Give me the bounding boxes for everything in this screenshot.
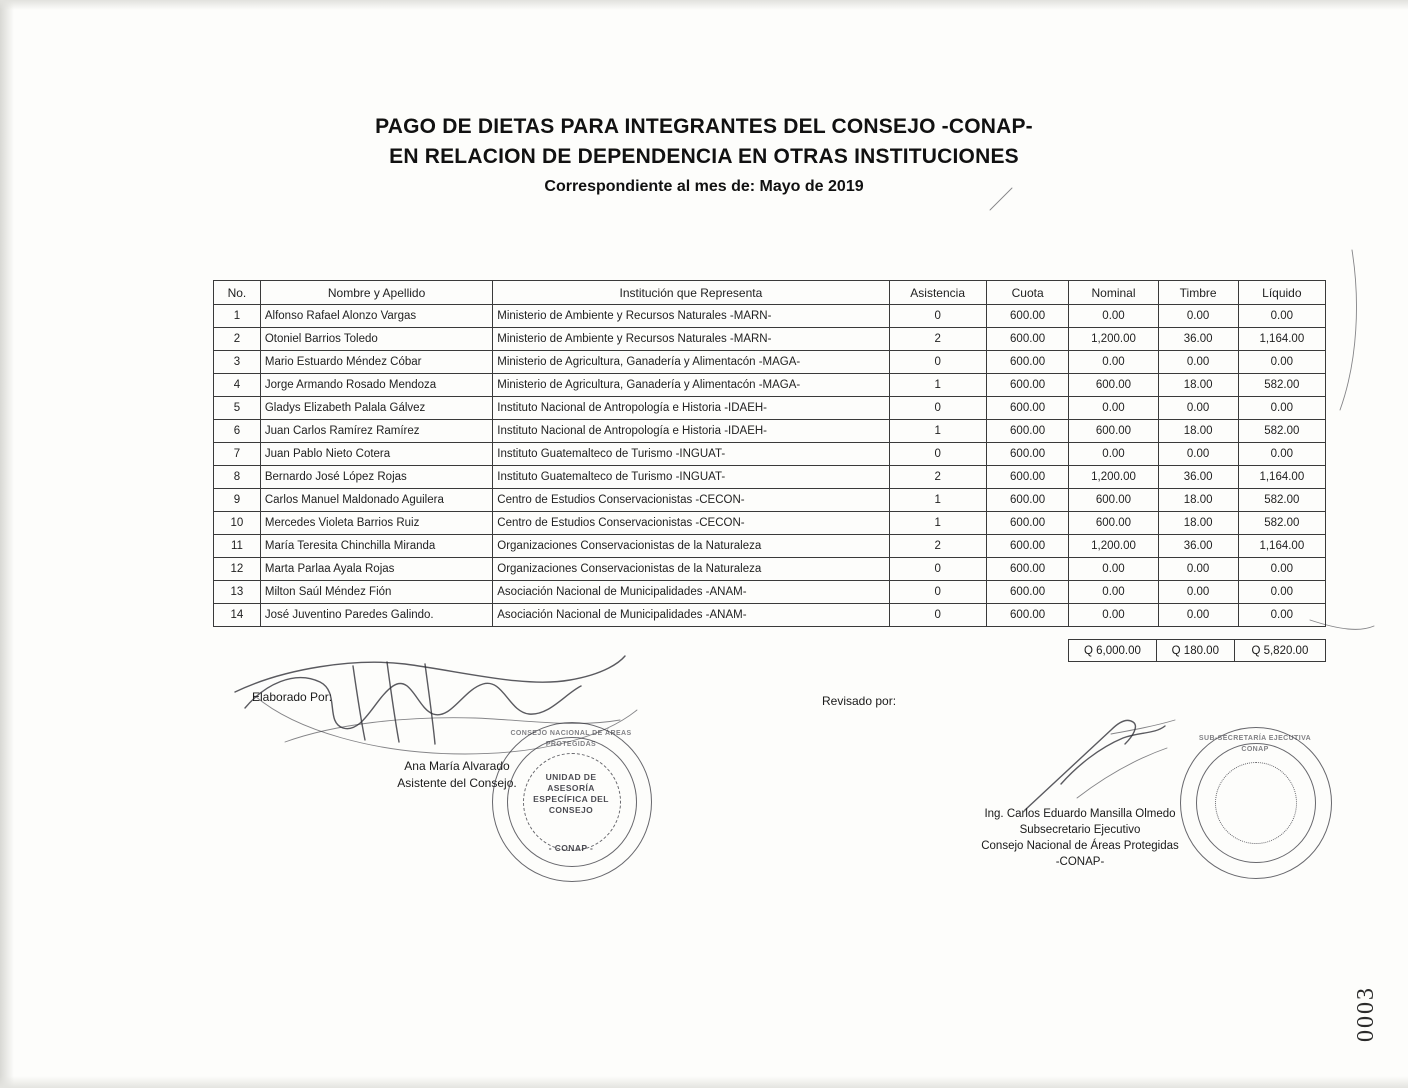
cell-institution: Ministerio de Agricultura, Ganadería y Alimentacón -MAGA- bbox=[493, 374, 889, 397]
table-header-row bbox=[214, 281, 1326, 305]
cell-nominal: 0.00 bbox=[1069, 443, 1158, 466]
table-row bbox=[214, 535, 1326, 558]
cell-institution: Centro de Estudios Conservacionistas -CECON- bbox=[493, 512, 889, 535]
table-row bbox=[214, 328, 1326, 351]
cell-institution: Centro de Estudios Conservacionistas -CECON- bbox=[493, 489, 889, 512]
scan-edge-top bbox=[0, 0, 1408, 10]
cell-asistencia: 2 bbox=[889, 466, 986, 489]
scan-edge-bottom bbox=[0, 1076, 1408, 1088]
cell-liquido: 582.00 bbox=[1238, 489, 1325, 512]
prepared-by-block bbox=[252, 690, 517, 790]
seal-conap-left-inner bbox=[507, 737, 637, 867]
cell-cuota: 600.00 bbox=[986, 328, 1069, 351]
cell-name: María Teresita Chinchilla Miranda bbox=[260, 535, 492, 558]
cell-timbre: 0.00 bbox=[1158, 351, 1238, 374]
cell-institution: Instituto Nacional de Antropología e Historia -IDAEH- bbox=[493, 397, 889, 420]
cell-name: Alfonso Rafael Alonzo Vargas bbox=[260, 305, 492, 328]
column-header-no: No. bbox=[214, 281, 261, 305]
cell-timbre: 18.00 bbox=[1158, 489, 1238, 512]
cell-timbre: 36.00 bbox=[1158, 328, 1238, 351]
cell-cuota: 600.00 bbox=[986, 581, 1069, 604]
cell-institution: Asociación Nacional de Municipalidades -ANAM- bbox=[493, 604, 889, 627]
cell-nominal: 600.00 bbox=[1069, 512, 1158, 535]
cell-liquido: 0.00 bbox=[1238, 558, 1325, 581]
cell-liquido: 0.00 bbox=[1238, 397, 1325, 420]
cell-name: Otoniel Barrios Toledo bbox=[260, 328, 492, 351]
cell-liquido: 582.00 bbox=[1238, 374, 1325, 397]
cell-name: Bernardo José López Rojas bbox=[260, 466, 492, 489]
cell-timbre: 18.00 bbox=[1158, 420, 1238, 443]
cell-cuota: 600.00 bbox=[986, 489, 1069, 512]
period-label: Correspondiente al mes de: Mayo de 2019 bbox=[544, 178, 864, 195]
cell-asistencia: 2 bbox=[889, 328, 986, 351]
cell-timbre: 0.00 bbox=[1158, 604, 1238, 627]
cell-name: Juan Pablo Nieto Cotera bbox=[260, 443, 492, 466]
table-row bbox=[214, 351, 1326, 374]
cell-asistencia: 0 bbox=[889, 397, 986, 420]
cell-cuota: 600.00 bbox=[986, 535, 1069, 558]
cell-liquido: 1,164.00 bbox=[1238, 328, 1325, 351]
cell-timbre: 0.00 bbox=[1158, 305, 1238, 328]
page-title-line1: PAGO DE DIETAS PARA INTEGRANTES DEL CONSEJO -CONAP- bbox=[375, 115, 1033, 138]
cell-nominal: 1,200.00 bbox=[1069, 535, 1158, 558]
cell-cuota: 600.00 bbox=[986, 512, 1069, 535]
cell-no: 11 bbox=[214, 535, 261, 558]
table-row bbox=[214, 558, 1326, 581]
cell-nominal: 0.00 bbox=[1069, 397, 1158, 420]
cell-cuota: 600.00 bbox=[986, 558, 1069, 581]
cell-no: 12 bbox=[214, 558, 261, 581]
cell-name: Mercedes Violeta Barrios Ruiz bbox=[260, 512, 492, 535]
cell-no: 3 bbox=[214, 351, 261, 374]
folio-number: 0003 bbox=[1353, 986, 1379, 1042]
cell-cuota: 600.00 bbox=[986, 466, 1069, 489]
seal-conap-right-text: SUB-SECRETARÍA EJECUTIVA CONAP bbox=[1198, 735, 1312, 753]
reviewed-by-role: Subsecretario Ejecutivo bbox=[1019, 824, 1141, 836]
cell-asistencia: 0 bbox=[889, 305, 986, 328]
cell-nominal: 0.00 bbox=[1069, 351, 1158, 374]
page-title-line2: EN RELACION DE DEPENDENCIA EN OTRAS INSTITUCIONES bbox=[389, 145, 1019, 168]
column-header-name: Nombre y Apellido bbox=[260, 281, 492, 305]
cell-asistencia: 1 bbox=[889, 374, 986, 397]
cell-name: Jorge Armando Rosado Mendoza bbox=[260, 374, 492, 397]
table-row bbox=[214, 581, 1326, 604]
cell-name: Mario Estuardo Méndez Cóbar bbox=[260, 351, 492, 374]
cell-institution: Ministerio de Agricultura, Ganadería y Alimentacón -MAGA- bbox=[493, 351, 889, 374]
cell-cuota: 600.00 bbox=[986, 351, 1069, 374]
table-row bbox=[214, 374, 1326, 397]
cell-timbre: 18.00 bbox=[1158, 512, 1238, 535]
table-row bbox=[214, 604, 1326, 627]
cell-liquido: 0.00 bbox=[1238, 604, 1325, 627]
cell-nominal: 0.00 bbox=[1069, 558, 1158, 581]
prepared-by-role: Asistente del Consejo. bbox=[397, 776, 517, 790]
cell-no: 14 bbox=[214, 604, 261, 627]
table-row bbox=[214, 512, 1326, 535]
prepared-by-label: Elaborado Por: bbox=[252, 690, 333, 704]
cell-asistencia: 0 bbox=[889, 443, 986, 466]
cell-no: 13 bbox=[214, 581, 261, 604]
dietas-table bbox=[213, 280, 1326, 627]
total-nominal: Q 6,000.00 bbox=[1069, 640, 1157, 662]
column-header-institution: Institución que Representa bbox=[493, 281, 889, 305]
seal-conap-left-bottom-text: - CONAP - bbox=[548, 843, 594, 853]
cell-asistencia: 0 bbox=[889, 604, 986, 627]
cell-institution: Ministerio de Ambiente y Recursos Naturales -MARN- bbox=[493, 305, 889, 328]
cell-institution: Instituto Guatemalteco de Turismo -INGUAT- bbox=[493, 466, 889, 489]
reviewed-by-name: Ing. Carlos Eduardo Mansilla Olmedo bbox=[984, 808, 1176, 820]
cell-liquido: 582.00 bbox=[1238, 420, 1325, 443]
document-title-block bbox=[0, 112, 1408, 196]
cell-cuota: 600.00 bbox=[986, 443, 1069, 466]
cell-no: 1 bbox=[214, 305, 261, 328]
cell-asistencia: 0 bbox=[889, 351, 986, 374]
cell-nominal: 1,200.00 bbox=[1069, 466, 1158, 489]
cell-name: José Juventino Paredes Galindo. bbox=[260, 604, 492, 627]
cell-timbre: 0.00 bbox=[1158, 443, 1238, 466]
cell-asistencia: 0 bbox=[889, 581, 986, 604]
total-timbre: Q 180.00 bbox=[1156, 640, 1234, 662]
cell-liquido: 0.00 bbox=[1238, 305, 1325, 328]
cell-institution: Asociación Nacional de Municipalidades -ANAM- bbox=[493, 581, 889, 604]
cell-no: 6 bbox=[214, 420, 261, 443]
cell-timbre: 0.00 bbox=[1158, 397, 1238, 420]
cell-cuota: 600.00 bbox=[986, 397, 1069, 420]
table-row bbox=[214, 397, 1326, 420]
cell-timbre: 36.00 bbox=[1158, 466, 1238, 489]
cell-liquido: 0.00 bbox=[1238, 443, 1325, 466]
cell-nominal: 1,200.00 bbox=[1069, 328, 1158, 351]
cell-liquido: 1,164.00 bbox=[1238, 535, 1325, 558]
cell-name: Carlos Manuel Maldonado Aguilera bbox=[260, 489, 492, 512]
seal-conap-left-inner-text: UNIDAD DE ASESORÍA ESPECÍFICA DEL CONSEJO bbox=[533, 772, 609, 815]
cell-nominal: 600.00 bbox=[1069, 374, 1158, 397]
column-header-liquido: Líquido bbox=[1238, 281, 1325, 305]
cell-name: Gladys Elizabeth Palala Gálvez bbox=[260, 397, 492, 420]
cell-liquido: 1,164.00 bbox=[1238, 466, 1325, 489]
table-row bbox=[214, 466, 1326, 489]
cell-no: 8 bbox=[214, 466, 261, 489]
total-liquido: Q 5,820.00 bbox=[1234, 640, 1325, 662]
cell-no: 9 bbox=[214, 489, 261, 512]
prepared-by-name-block bbox=[342, 758, 572, 792]
cell-institution: Instituto Guatemalteco de Turismo -INGUAT- bbox=[493, 443, 889, 466]
table-row bbox=[214, 420, 1326, 443]
column-header-timbre: Timbre bbox=[1158, 281, 1238, 305]
cell-institution: Organizaciones Conservacionistas de la Naturaleza bbox=[493, 535, 889, 558]
cell-asistencia: 1 bbox=[889, 489, 986, 512]
cell-no: 10 bbox=[214, 512, 261, 535]
reviewed-by-block bbox=[930, 806, 1230, 870]
cell-nominal: 0.00 bbox=[1069, 581, 1158, 604]
cell-timbre: 18.00 bbox=[1158, 374, 1238, 397]
seal-conap-left-outer-text: CONSEJO NACIONAL DE ÁREAS PROTEGIDAS bbox=[510, 730, 632, 748]
cell-liquido: 582.00 bbox=[1238, 512, 1325, 535]
cell-no: 2 bbox=[214, 328, 261, 351]
cell-name: Marta Parlaa Ayala Rojas bbox=[260, 558, 492, 581]
seal-conap-left bbox=[492, 722, 652, 882]
cell-no: 5 bbox=[214, 397, 261, 420]
cell-cuota: 600.00 bbox=[986, 420, 1069, 443]
totals-row bbox=[1068, 639, 1326, 662]
cell-institution: Instituto Nacional de Antropología e Historia -IDAEH- bbox=[493, 420, 889, 443]
table-row bbox=[214, 305, 1326, 328]
cell-nominal: 0.00 bbox=[1069, 604, 1158, 627]
cell-timbre: 0.00 bbox=[1158, 558, 1238, 581]
cell-asistencia: 1 bbox=[889, 512, 986, 535]
cell-institution: Ministerio de Ambiente y Recursos Naturales -MARN- bbox=[493, 328, 889, 351]
cell-asistencia: 1 bbox=[889, 420, 986, 443]
cell-nominal: 0.00 bbox=[1069, 305, 1158, 328]
handwritten-signature-left-icon bbox=[225, 650, 645, 770]
cell-cuota: 600.00 bbox=[986, 374, 1069, 397]
table-row bbox=[214, 489, 1326, 512]
cell-institution: Organizaciones Conservacionistas de la Naturaleza bbox=[493, 558, 889, 581]
cell-liquido: 0.00 bbox=[1238, 581, 1325, 604]
reviewed-by-org-acronym: -CONAP- bbox=[1055, 856, 1105, 868]
column-header-cuota: Cuota bbox=[986, 281, 1069, 305]
cell-name: Milton Saúl Méndez Fión bbox=[260, 581, 492, 604]
cell-asistencia: 0 bbox=[889, 558, 986, 581]
cell-name: Juan Carlos Ramírez Ramírez bbox=[260, 420, 492, 443]
column-header-nominal: Nominal bbox=[1069, 281, 1158, 305]
cell-timbre: 0.00 bbox=[1158, 581, 1238, 604]
cell-no: 7 bbox=[214, 443, 261, 466]
cell-asistencia: 2 bbox=[889, 535, 986, 558]
cell-timbre: 36.00 bbox=[1158, 535, 1238, 558]
cell-cuota: 600.00 bbox=[986, 305, 1069, 328]
column-header-asistencia: Asistencia bbox=[889, 281, 986, 305]
cell-cuota: 600.00 bbox=[986, 604, 1069, 627]
table-row bbox=[214, 443, 1326, 466]
cell-nominal: 600.00 bbox=[1069, 489, 1158, 512]
reviewed-by-org: Consejo Nacional de Áreas Protegidas bbox=[981, 840, 1179, 852]
prepared-by-name: Ana María Alvarado bbox=[404, 759, 510, 773]
cell-liquido: 0.00 bbox=[1238, 351, 1325, 374]
cell-nominal: 600.00 bbox=[1069, 420, 1158, 443]
reviewed-by-label: Revisado por: bbox=[822, 694, 897, 708]
cell-no: 4 bbox=[214, 374, 261, 397]
